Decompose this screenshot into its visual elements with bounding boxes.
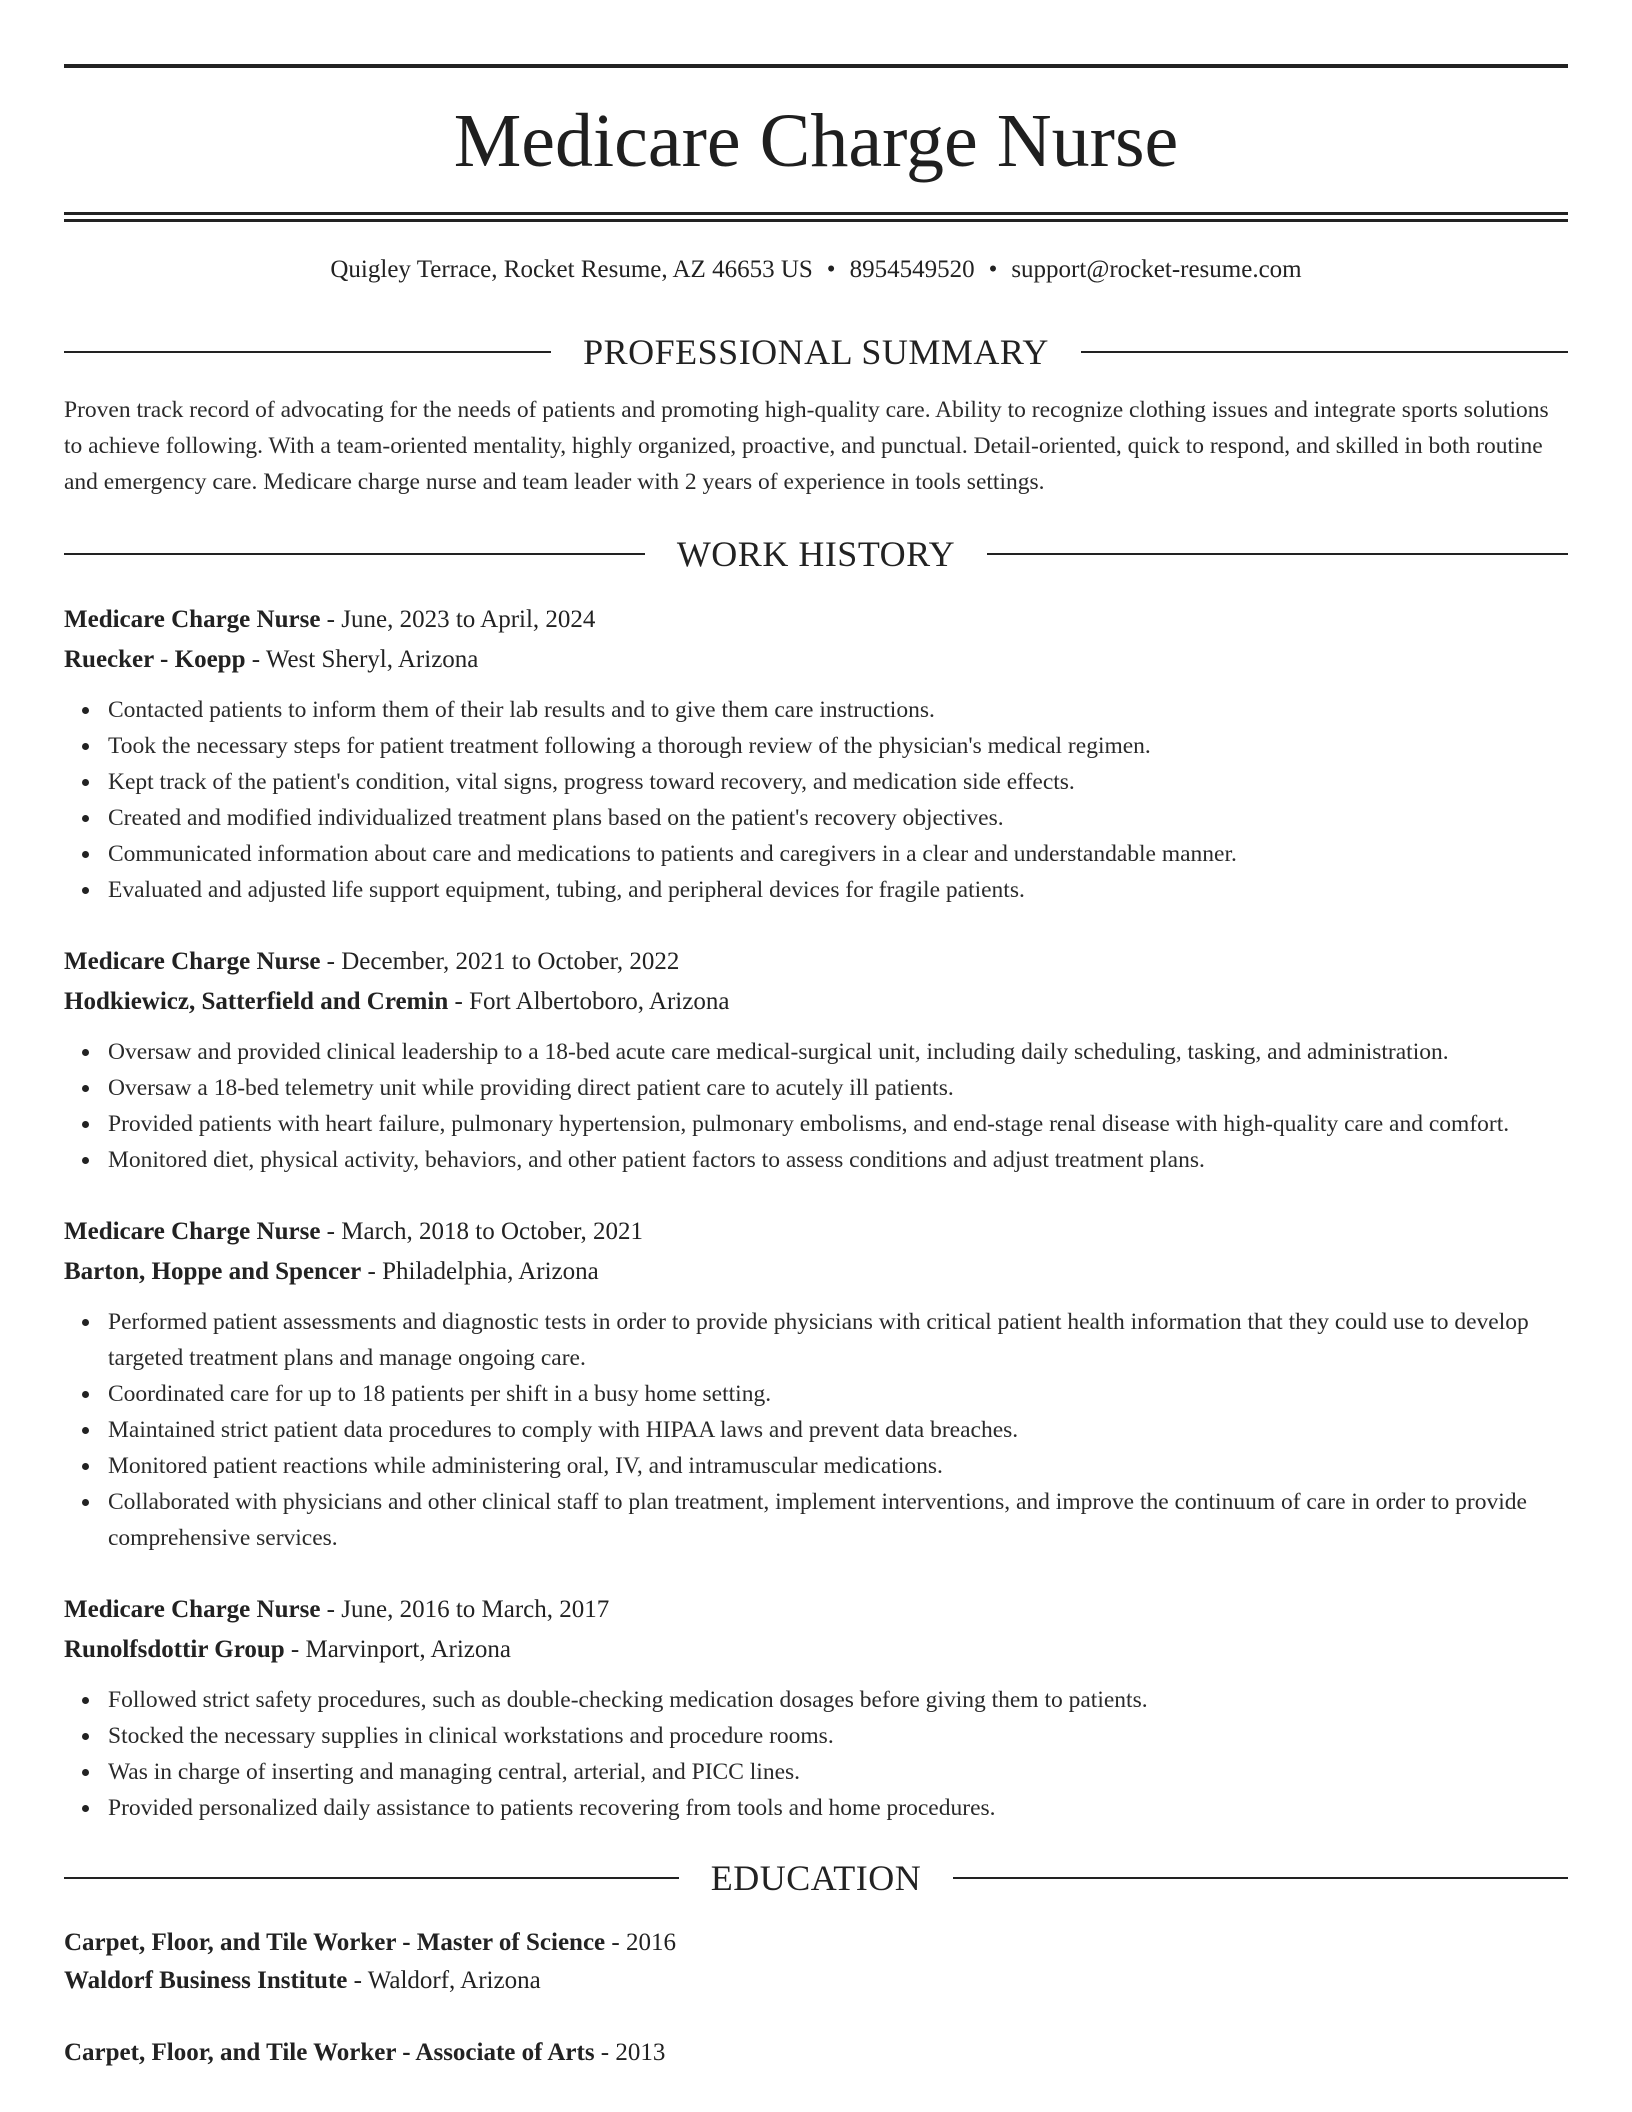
education-degree-line: Carpet, Floor, and Tile Worker - Master of Science - 2016 xyxy=(64,1929,676,1956)
section-rule-right xyxy=(1081,351,1568,353)
job-company: Barton, Hoppe and Spencer xyxy=(64,1258,362,1285)
section-rule-right xyxy=(987,553,1568,555)
job-bullet: Coordinated care for up to 18 patients per shift in a busy home setting. xyxy=(108,1376,1568,1412)
job-dates: June, 2016 to March, 2017 xyxy=(341,1596,610,1623)
job-bullet: Kept track of the patient's condition, vital signs, progress toward recovery, and medication side effects. xyxy=(108,764,1568,800)
job-location: Philadelphia, Arizona xyxy=(382,1258,599,1285)
section-header-work xyxy=(64,532,1568,576)
job-bullet: Provided patients with heart failure, pulmonary hypertension, pulmonary embolisms, and end-stage renal disease with high-quality care and comfort. xyxy=(108,1106,1568,1142)
education-school-line: Waldorf Business Institute - Waldorf, Arizona xyxy=(64,1967,541,1994)
job-bullet: Performed patient assessments and diagnostic tests in order to provide physicians with critical patient health information that they could use to develop targeted treatment plans and manage ongoing care. xyxy=(108,1304,1568,1376)
job-bullet: Stocked the necessary supplies in clinical workstations and procedure rooms. xyxy=(108,1718,1568,1754)
contact-separator: • xyxy=(826,256,836,283)
section-title: PROFESSIONAL SUMMARY xyxy=(583,332,1049,372)
job-bullet: Monitored patient reactions while administering oral, IV, and intramuscular medications. xyxy=(108,1448,1568,1484)
header-double-divider xyxy=(64,212,1568,222)
job-company: Runolfsdottir Group xyxy=(64,1636,285,1663)
job-bullet: Created and modified individualized treatment plans based on the patient's recovery objectives. xyxy=(108,800,1568,836)
job-location: Marvinport, Arizona xyxy=(305,1636,511,1663)
job-bullet: Followed strict safety procedures, such as double-checking medication dosages before giving them to patients. xyxy=(108,1682,1568,1718)
job-bullet: Took the necessary steps for patient treatment following a thorough review of the physician's medical regimen. xyxy=(108,728,1568,764)
job-bullet: Oversaw a 18-bed telemetry unit while providing direct patient care to acutely ill patients. xyxy=(108,1070,1568,1106)
job-dates: March, 2018 to October, 2021 xyxy=(341,1218,643,1245)
job-company-line: Ruecker - Koepp - West Sheryl, Arizona xyxy=(64,646,479,673)
job-title-line: Medicare Charge Nurse - March, 2018 to October, 2021 xyxy=(64,1218,643,1245)
job-company: Ruecker - Koepp xyxy=(64,646,246,673)
job-bullet: Collaborated with physicians and other clinical staff to plan treatment, implement interventions, and improve the continuum of care in order to provide comprehensive services. xyxy=(108,1484,1568,1556)
job-entry xyxy=(64,942,1568,1178)
education-list xyxy=(64,1924,1568,2072)
education-entry xyxy=(64,1924,1568,2000)
education-location: Waldorf, Arizona xyxy=(367,1967,541,1994)
job-bullets xyxy=(64,1034,1568,1178)
job-entry xyxy=(64,600,1568,908)
job-title-line: Medicare Charge Nurse - June, 2016 to March, 2017 xyxy=(64,1596,610,1623)
job-dates: December, 2021 to October, 2022 xyxy=(341,948,680,975)
contact-info xyxy=(64,254,1568,286)
job-entry xyxy=(64,1212,1568,1556)
job-bullet: Evaluated and adjusted life support equipment, tubing, and peripheral devices for fragile patients. xyxy=(108,872,1568,908)
section-rule-left xyxy=(64,553,645,555)
section-rule-left xyxy=(64,351,551,353)
job-bullets xyxy=(64,1682,1568,1826)
job-bullet: Maintained strict patient data procedures to comply with HIPAA laws and prevent data breaches. xyxy=(108,1412,1568,1448)
job-bullet: Communicated information about care and medications to patients and caregivers in a clear and understandable manner. xyxy=(108,836,1568,872)
candidate-name: Medicare Charge Nurse xyxy=(453,99,1179,183)
job-entry xyxy=(64,1590,1568,1826)
job-bullets xyxy=(64,1304,1568,1556)
section-header-summary xyxy=(64,330,1568,374)
job-location: Fort Albertoboro, Arizona xyxy=(469,988,730,1015)
job-title-line: Medicare Charge Nurse - December, 2021 to October, 2022 xyxy=(64,948,680,975)
job-bullet: Provided personalized daily assistance to patients recovering from tools and home procedures. xyxy=(108,1790,1568,1826)
education-degree: Carpet, Floor, and Tile Worker - Master of Science xyxy=(64,1929,606,1956)
contact-address: Quigley Terrace, Rocket Resume, AZ 46653 US xyxy=(330,256,813,283)
job-bullet: Was in charge of inserting and managing central, arterial, and PICC lines. xyxy=(108,1754,1568,1790)
education-year: 2013 xyxy=(615,2039,666,2066)
job-role: Medicare Charge Nurse xyxy=(64,1596,321,1623)
education-school: Waldorf Business Institute xyxy=(64,1967,348,1994)
job-role: Medicare Charge Nurse xyxy=(64,606,321,633)
contact-phone: 8954549520 xyxy=(849,256,975,283)
job-bullet: Monitored diet, physical activity, behaviors, and other patient factors to assess conditions and adjust treatment plans. xyxy=(108,1142,1568,1178)
top-divider xyxy=(64,64,1568,68)
job-title-line: Medicare Charge Nurse - June, 2023 to April, 2024 xyxy=(64,606,596,633)
job-bullets xyxy=(64,692,1568,908)
section-header-education xyxy=(64,1856,1568,1900)
contact-separator: • xyxy=(988,256,998,283)
job-bullet: Contacted patients to inform them of their lab results and to give them care instructions. xyxy=(108,692,1568,728)
resume-page xyxy=(64,0,1568,2072)
section-title: WORK HISTORY xyxy=(676,534,956,574)
education-degree-line: Carpet, Floor, and Tile Worker - Associate of Arts - 2013 xyxy=(64,2039,666,2066)
job-bullet: Oversaw and provided clinical leadership to a 18-bed acute care medical-surgical unit, including daily scheduling, tasking, and administration. xyxy=(108,1034,1568,1070)
education-year: 2016 xyxy=(625,1929,676,1956)
job-company: Hodkiewicz, Satterfield and Cremin xyxy=(64,988,449,1015)
section-title: EDUCATION xyxy=(710,1858,922,1898)
education-entry xyxy=(64,2034,1568,2072)
work-history-list xyxy=(64,600,1568,1826)
summary-text: Proven track record of advocating for the needs of patients and promoting high-quality care. Ability to recognize clothing issues and integrate sports solutions to achieve following. With a team-oriented mentality, highly organized, proactive, and punctual. Detail-oriented, quick to respond, and skilled in both routine and emergency care. Medicare charge nurse and team leader with 2 years of experience in tools settings. xyxy=(64,397,1549,495)
job-dates: June, 2023 to April, 2024 xyxy=(341,606,596,633)
job-company-line: Runolfsdottir Group - Marvinport, Arizona xyxy=(64,1636,511,1663)
contact-email: support@rocket-resume.com xyxy=(1011,256,1302,283)
job-role: Medicare Charge Nurse xyxy=(64,948,321,975)
job-role: Medicare Charge Nurse xyxy=(64,1218,321,1245)
section-rule-left xyxy=(64,1877,679,1879)
section-rule-right xyxy=(953,1877,1568,1879)
job-company-line: Hodkiewicz, Satterfield and Cremin - Fort Albertoboro, Arizona xyxy=(64,988,730,1015)
education-degree: Carpet, Floor, and Tile Worker - Associate of Arts xyxy=(64,2039,595,2066)
job-location: West Sheryl, Arizona xyxy=(265,646,479,673)
job-company-line: Barton, Hoppe and Spencer - Philadelphia, Arizona xyxy=(64,1258,599,1285)
